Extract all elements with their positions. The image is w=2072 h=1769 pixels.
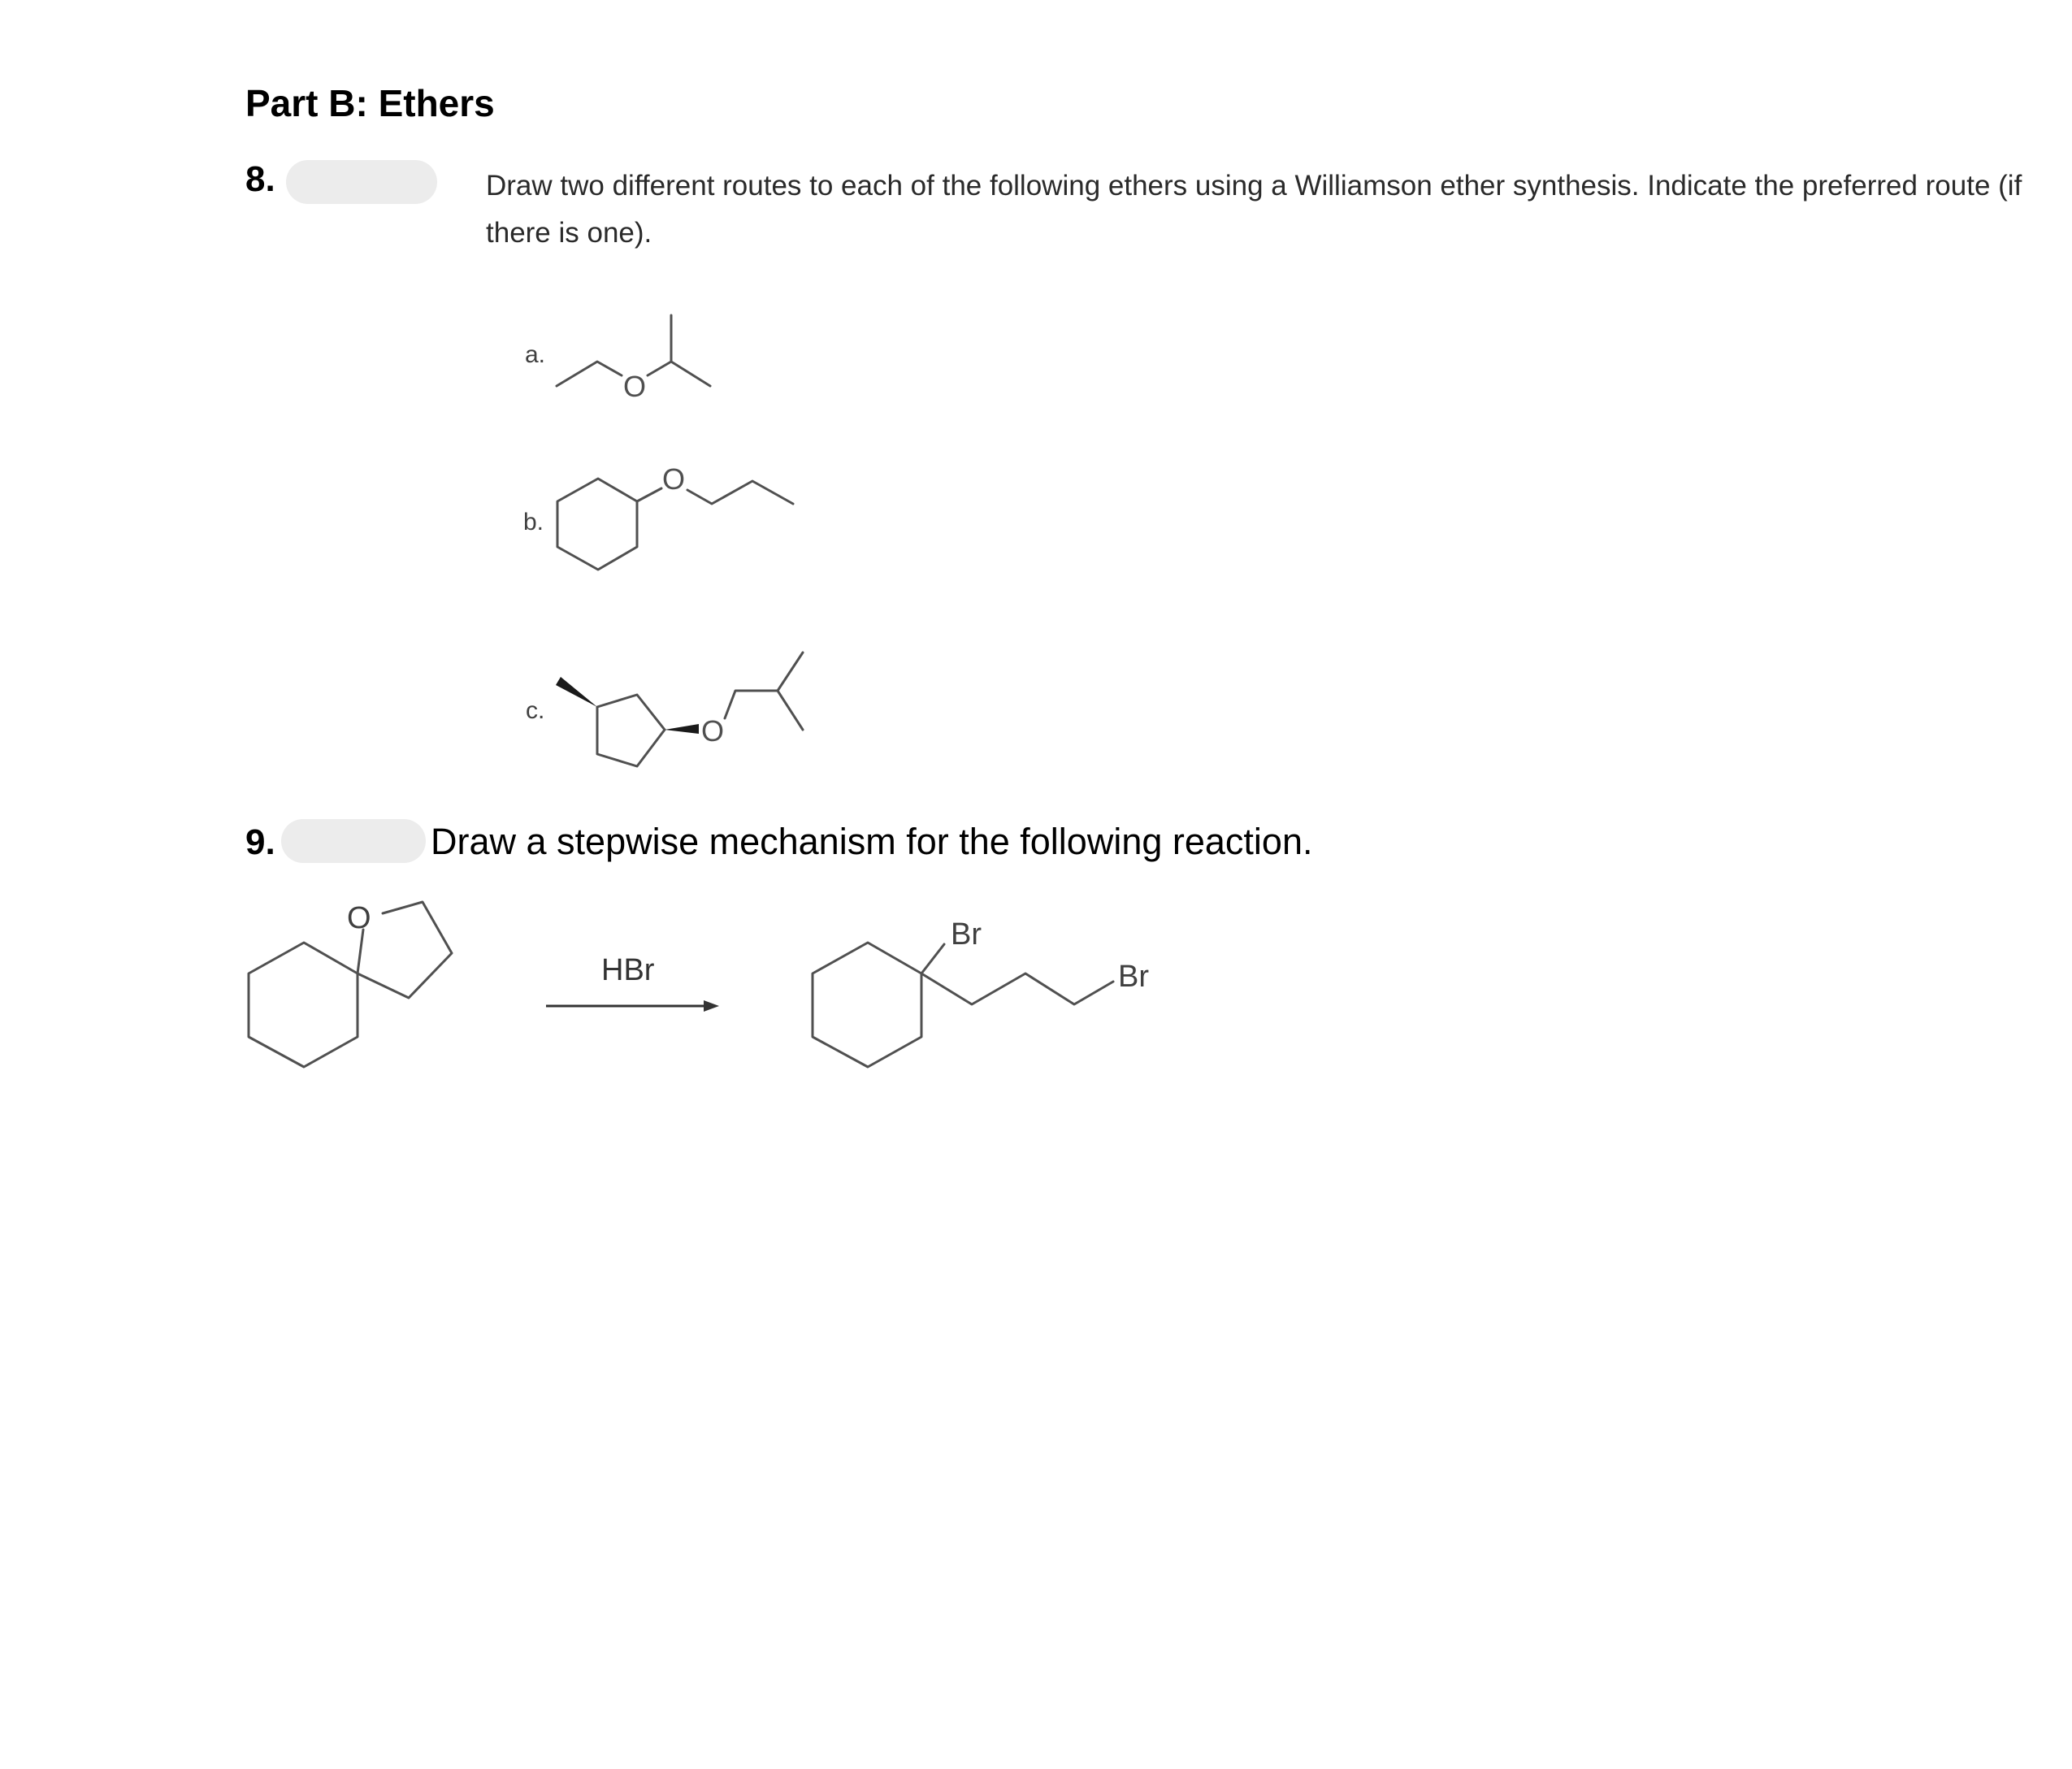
item-label-8a: a. (525, 341, 546, 368)
bond-8c-isobutyl (725, 653, 803, 718)
ring-9-reactant-cyclohexane (249, 943, 358, 1067)
question-9-prompt: Draw a stepwise mechanism for the following reaction. (431, 821, 1313, 862)
item-label-8c: c. (526, 697, 545, 724)
atom-9-product-bromine-2: Br (1118, 960, 1149, 994)
structure-9-product (813, 917, 1149, 1067)
ring-9-product-cyclohexane (813, 943, 921, 1067)
structure-8a (525, 315, 710, 403)
bond-8b-ring-o (637, 488, 661, 501)
bond-9-product-br1 (921, 944, 944, 973)
atom-8c-oxygen: O (701, 714, 725, 748)
wedge-8c-methyl (556, 677, 597, 707)
question-9-number: 9. (245, 822, 275, 862)
bond-8a-isopropyl (648, 362, 710, 386)
bond-8b-propyl (687, 481, 793, 504)
section-title: Part B: Ethers (245, 82, 495, 124)
atom-9-reactant-oxygen: O (347, 901, 371, 935)
ring-8c-cyclopentane (597, 695, 665, 766)
atom-8b-oxygen: O (662, 462, 686, 496)
question-8-answer-field[interactable] (286, 160, 437, 204)
item-label-8b: b. (523, 509, 544, 535)
ring-9-reactant-thf (358, 930, 363, 973)
structure-8c (526, 653, 803, 766)
reaction-arrow-group (546, 953, 719, 1012)
atom-8a-oxygen: O (623, 370, 647, 403)
question-9-answer-field[interactable] (281, 819, 426, 863)
bond-8c-branch (778, 691, 803, 730)
reagent-label: HBr (601, 953, 655, 987)
structure-9-reactant (249, 901, 452, 1067)
atom-9-product-bromine-1: Br (951, 917, 982, 952)
question-8-number: 8. (245, 159, 275, 199)
ring-9-reactant-thf-ring (358, 902, 452, 998)
wedge-8c-oxygen (665, 724, 699, 734)
question-8-prompt: Draw two different routes to each of the following ethers using a Williamson ether synthesis. Indicate the preferred route (if there is one). (486, 170, 2022, 249)
ring-8b-cyclohexane (557, 479, 637, 570)
bond-8a-ethyl (557, 362, 622, 386)
bond-9-product-chain (921, 973, 1113, 1004)
reaction-arrow-head (704, 1000, 719, 1012)
structure-8b (523, 462, 793, 570)
